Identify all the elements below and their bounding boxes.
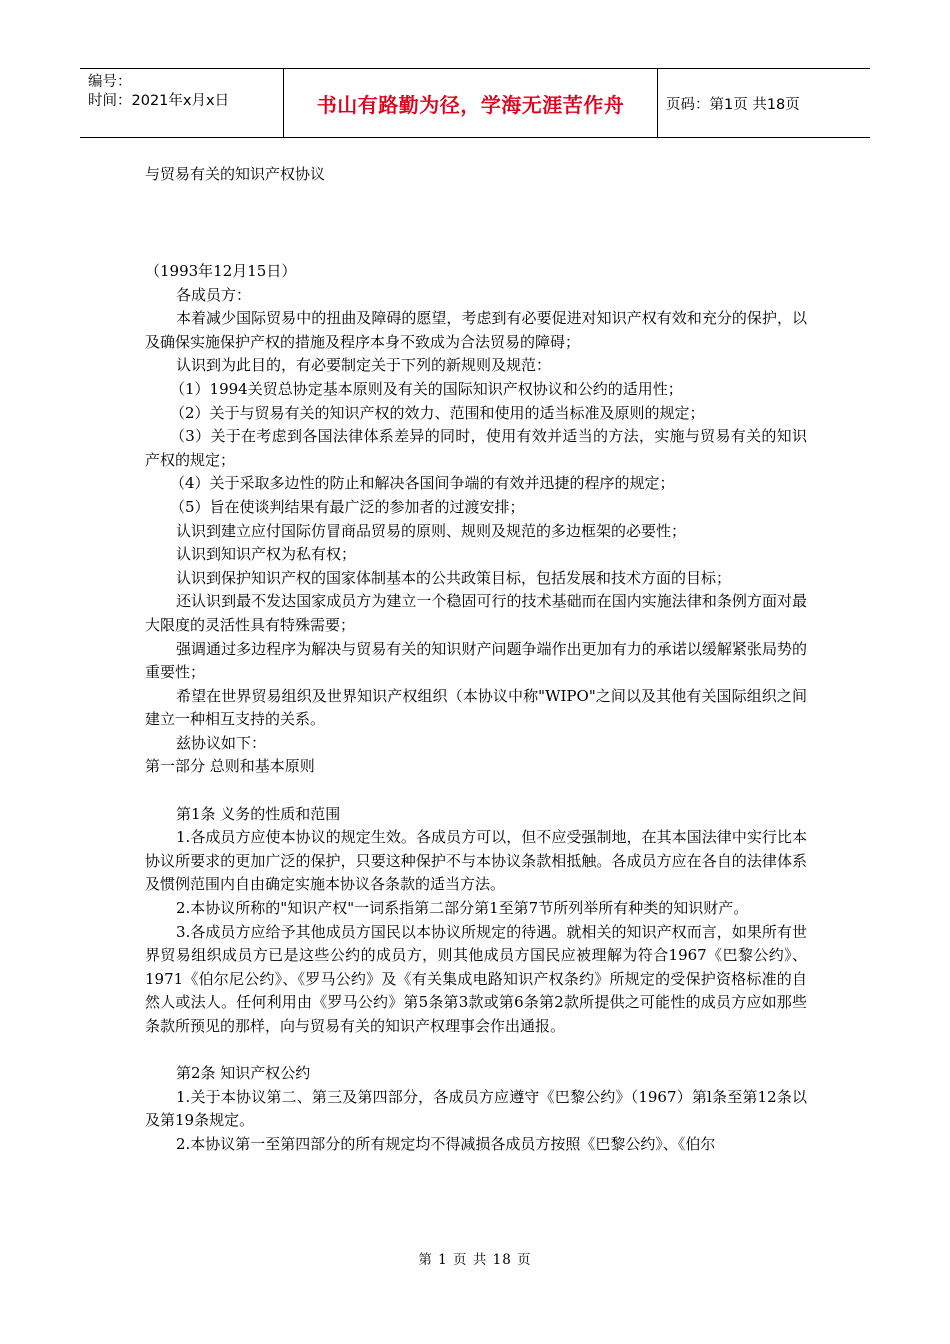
list-item: （2）关于与贸易有关的知识产权的效力、范围和使用的适当标准及原则的规定；: [170, 403, 705, 422]
paragraph: 本着减少国际贸易中的扭曲及障碍的愿望，考虑到有必要促进对知识产权有效和充分的保护，以及确保实施保护产权的措施及程序本身不致成为合法贸易的障碍；: [145, 309, 807, 351]
paragraph: 2.本协议第一至第四部分的所有规定均不得减损各成员方按照《巴黎公约》、《伯尔: [176, 1134, 716, 1153]
paragraph: 希望在世界贸易组织及世界知识产权组织（本协议中称"WIPO"之间以及其他有关国际组织之间建立一种相互支持的关系。: [145, 686, 807, 729]
date-line: （1993年12月15日）: [145, 262, 297, 280]
page-footer: 第 1 页 共 18 页: [418, 1252, 532, 1268]
header-page-info: 页码：第1页 共18页: [666, 97, 800, 113]
paragraph: 1.关于本协议第二、第三及第四部分，各成员方应遵守《巴黎公约》（1967）第l条至第12条以及第19条规定。: [145, 1087, 807, 1130]
list-item: （3）关于在考虑到各国法律体系差异的同时，使用有效并适当的方法，实施与贸易有关的知识产权的规定；: [145, 427, 807, 469]
header-divider: [657, 69, 658, 137]
paragraph: 认识到保护知识产权的国家体制基本的公共政策目标，包括发展和技术方面的目标；: [176, 568, 732, 587]
list-item: （5）旨在使谈判结果有最广泛的参加者的过渡安排；: [170, 497, 525, 516]
paragraph: 强调通过多边程序为解决与贸易有关的知识财产问题争端作出更加有力的承诺以缓解紧张局势的重要性；: [145, 639, 807, 682]
header-motto: 书山有路勤为径，学海无涯苦作舟: [316, 92, 625, 117]
paragraph: 认识到建立应付国际仿冒商品贸易的原则、规则及规范的多边框架的必要性；: [176, 521, 687, 540]
paragraph: 3.各成员方应给予其他成员方国民以本协议所规定的待遇。就相关的知识产权而言，如果所有世界贸易组织成员方已是这些公约的成员方，则其他成员方国民应被理解为符合1967《巴黎公约》、1971《伯尔尼公约》、《罗马公约》及《有关集成电路知识产权条约》所规定的受保护资格标准的自然人或法人。任何利用由《罗马公约》第5条第3款或第6条第2款所提供之可能性的成员方应如那些条款所预见的那样，向与贸易有关的知识产权理事会作出通报。: [145, 922, 807, 1035]
document-header: [80, 68, 870, 138]
article-heading: 第2条 知识产权公约: [176, 1064, 311, 1083]
list-item: （4）关于采取多边性的防止和解决各国间争端的有效并迅捷的程序的规定；: [170, 474, 675, 493]
article-heading: 第1条 义务的性质和范围: [176, 804, 341, 823]
header-number-label: 编号：: [88, 74, 132, 90]
header-meta: [80, 69, 283, 137]
part-heading: 第一部分 总则和基本原则: [145, 757, 315, 776]
paragraph: 2.本协议所称的"知识产权"一词系指第二部分第1至第7节所列举所有种类的知识财产。: [176, 899, 749, 918]
paragraph: 认识到知识产权为私有权；: [176, 545, 357, 564]
paragraph: 各成员方：: [176, 285, 252, 304]
list-item: （1）1994关贸总协定基本原则及有关的国际知识产权协议和公约的适用性；: [170, 379, 683, 398]
document-body: [145, 260, 807, 1157]
paragraph: 还认识到最不发达国家成员方为建立一个稳固可行的技术基础而在国内实施法律和条例方面对最大限度的灵活性具有特殊需要；: [145, 592, 807, 634]
header-time-label: 时间：2021年x月x日: [88, 93, 230, 109]
paragraph: 认识到为此目的，有必要制定关于下列的新规则及规范：: [176, 356, 552, 375]
paragraph: 兹协议如下：: [176, 733, 267, 752]
document-title: 与贸易有关的知识产权协议: [145, 165, 326, 183]
paragraph: 1.各成员方应使本协议的规定生效。各成员方可以，但不应受强制地，在其本国法律中实行比本协议所要求的更加广泛的保护，只要这种保护不与本协议条款相抵触。各成员方应在各自的法律体系及惯例范围内自由确定实施本协议各条款的适当方法。: [145, 828, 807, 894]
